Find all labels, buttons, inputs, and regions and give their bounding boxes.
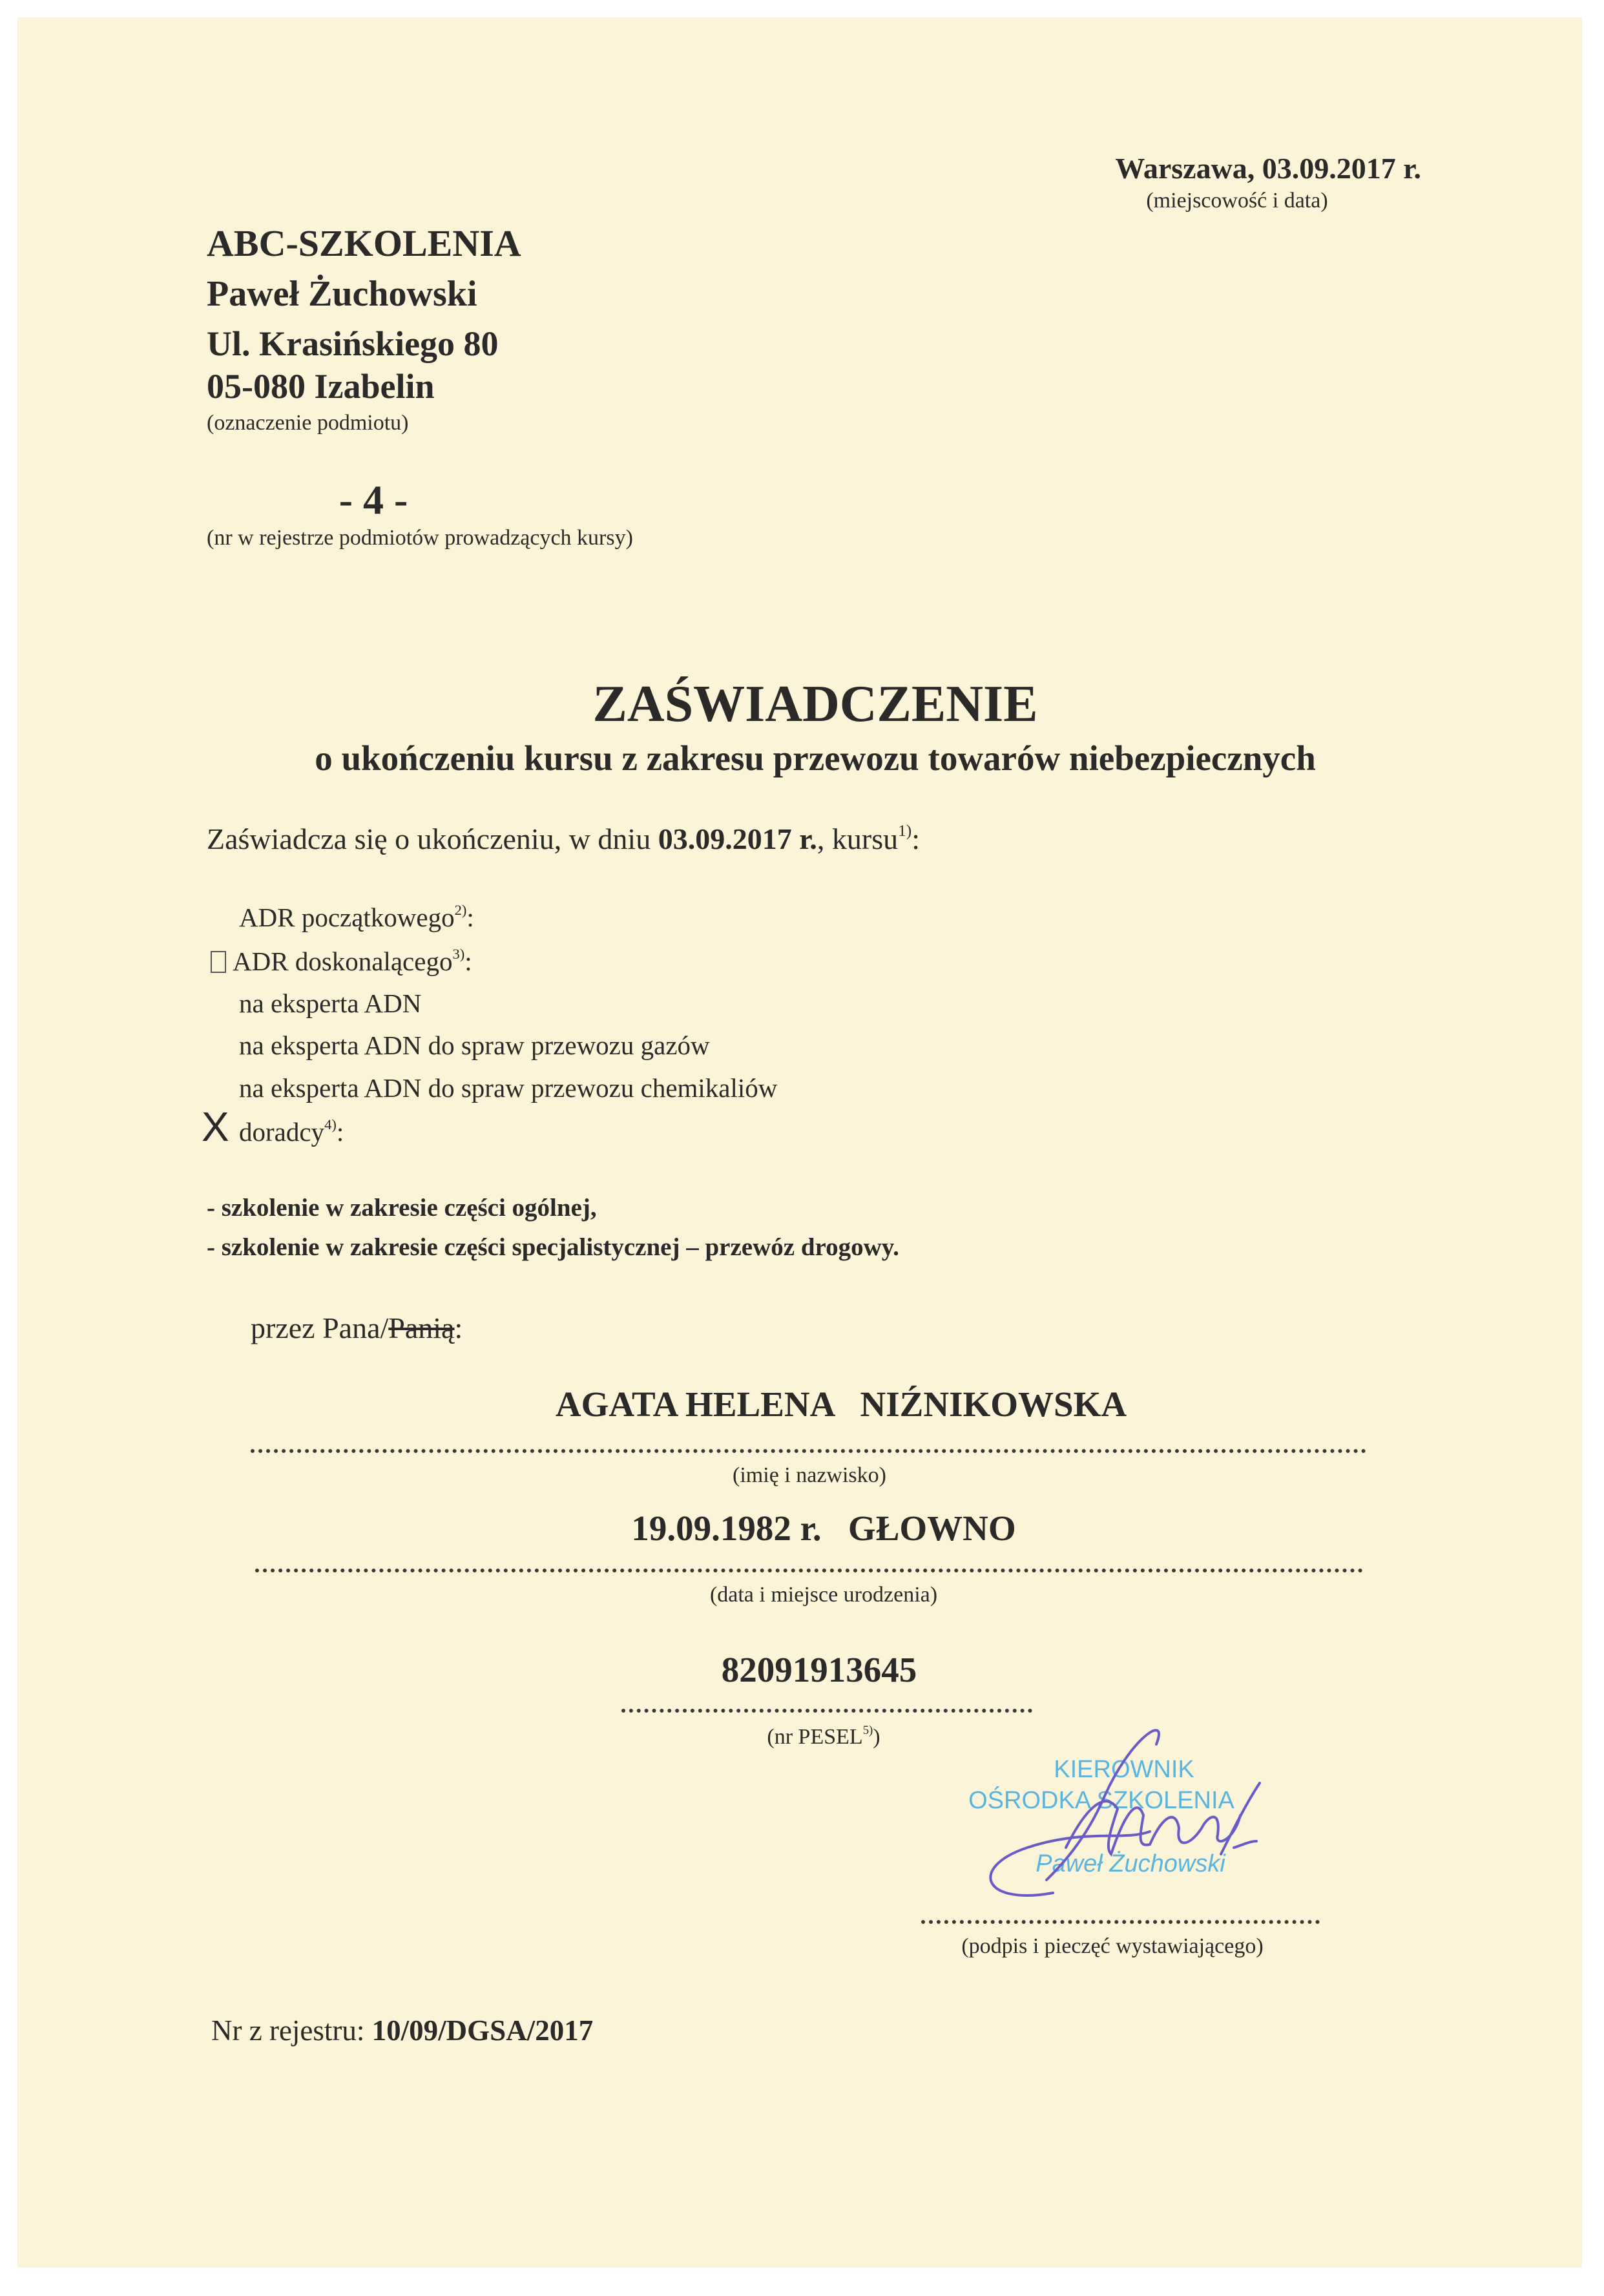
statement-prefix: Zaświadcza się o ukończeniu, w dniu	[207, 822, 658, 855]
scope-specialist: - szkolenie w zakresie części specjalistycznej – przewóz drogowy.	[207, 1233, 899, 1261]
colon: :	[464, 946, 472, 976]
birth-caption: (data i miejsce urodzenia)	[709, 1583, 938, 1607]
signature-dotted-line	[921, 1920, 1320, 1924]
course-label: doradcy	[239, 1117, 325, 1147]
footnote-ref: 1)	[898, 822, 912, 840]
by-prefix: przez Pana/	[251, 1311, 389, 1344]
colon: :	[466, 903, 474, 932]
birth-date-place: 19.09.1982 r. GŁOWNO	[631, 1508, 1016, 1548]
course-option-adn-expert: na eksperta ADN	[239, 988, 422, 1018]
document-title: ZAŚWIADCZENIE	[592, 676, 1038, 733]
course-label: ADR początkowego	[239, 903, 455, 932]
entity-name: ABC-SZKOLENIA	[207, 222, 521, 264]
by-label	[251, 1313, 463, 1343]
statement-suffix: , kursu	[817, 822, 899, 855]
entity-city: 05-080 Izabelin	[207, 367, 435, 406]
struck-option: Panią	[388, 1311, 455, 1344]
paren: )	[873, 1725, 880, 1749]
course-option-adn-gas: na eksperta ADN do spraw przewozu gazów	[239, 1030, 710, 1060]
footnote-ref: 2)	[454, 902, 467, 918]
place-date: Warszawa, 03.09.2017 r.	[1115, 152, 1421, 185]
entity-street: Ul. Krasińskiego 80	[207, 324, 499, 363]
scope-general: - szkolenie w zakresie części ogólnej,	[207, 1194, 597, 1222]
document-subtitle: o ukończeniu kursu z zakresu przewozu towarów niebezpiecznych	[315, 738, 1316, 778]
pesel-caption	[767, 1726, 880, 1748]
course-option-advisor	[239, 1116, 344, 1147]
registry-value: 10/09/DGSA/2017	[371, 2014, 594, 2047]
empty-checkbox-icon	[211, 951, 226, 973]
signature-caption: (podpis i pieczęć wystawiającego)	[961, 1934, 1264, 1958]
stamp-line-center: OŚRODKA SZKOLENIA	[968, 1787, 1234, 1814]
entity-caption: (oznaczenie podmiotu)	[207, 411, 409, 435]
colon: :	[911, 822, 921, 855]
footnote-ref: 5)	[862, 1724, 873, 1737]
register-number: - 4 -	[339, 477, 408, 523]
colon: :	[454, 1311, 463, 1344]
x-mark-icon: X	[202, 1103, 229, 1150]
course-option-adr-refresher	[211, 948, 472, 975]
entity-owner: Paweł Żuchowski	[207, 274, 477, 314]
birth-dotted-line	[255, 1569, 1363, 1572]
course-option-adr-initial	[239, 904, 474, 931]
pesel-dotted-line	[621, 1709, 1032, 1713]
footnote-ref: 3)	[452, 946, 465, 962]
place-date-caption: (miejscowość i data)	[1146, 189, 1328, 213]
pesel-caption-text: (nr PESEL	[767, 1725, 863, 1749]
pesel-number: 82091913645	[721, 1650, 917, 1689]
name-dotted-line	[251, 1449, 1366, 1453]
registry-label: Nr z rejestru:	[211, 2014, 372, 2047]
course-label: ADR doskonalącego	[233, 946, 453, 976]
colon: :	[336, 1117, 344, 1147]
stamp-line-name: Paweł Żuchowski	[1036, 1850, 1225, 1877]
statement	[207, 824, 920, 854]
person-name: AGATA HELENA NIŹNIKOWSKA	[555, 1384, 1127, 1424]
footnote-ref: 4)	[324, 1116, 337, 1132]
course-option-adn-chemicals: na eksperta ADN do spraw przewozu chemikaliów	[239, 1073, 778, 1103]
stamp-line-title: KIEROWNIK	[1054, 1756, 1194, 1783]
registry-number	[211, 2016, 593, 2045]
name-caption: (imię i nazwisko)	[733, 1463, 886, 1487]
handwritten-signature	[956, 1718, 1279, 1912]
course-date: 03.09.2017 r.	[658, 822, 817, 855]
register-caption: (nr w rejestrze podmiotów prowadzących kursy)	[207, 526, 633, 550]
